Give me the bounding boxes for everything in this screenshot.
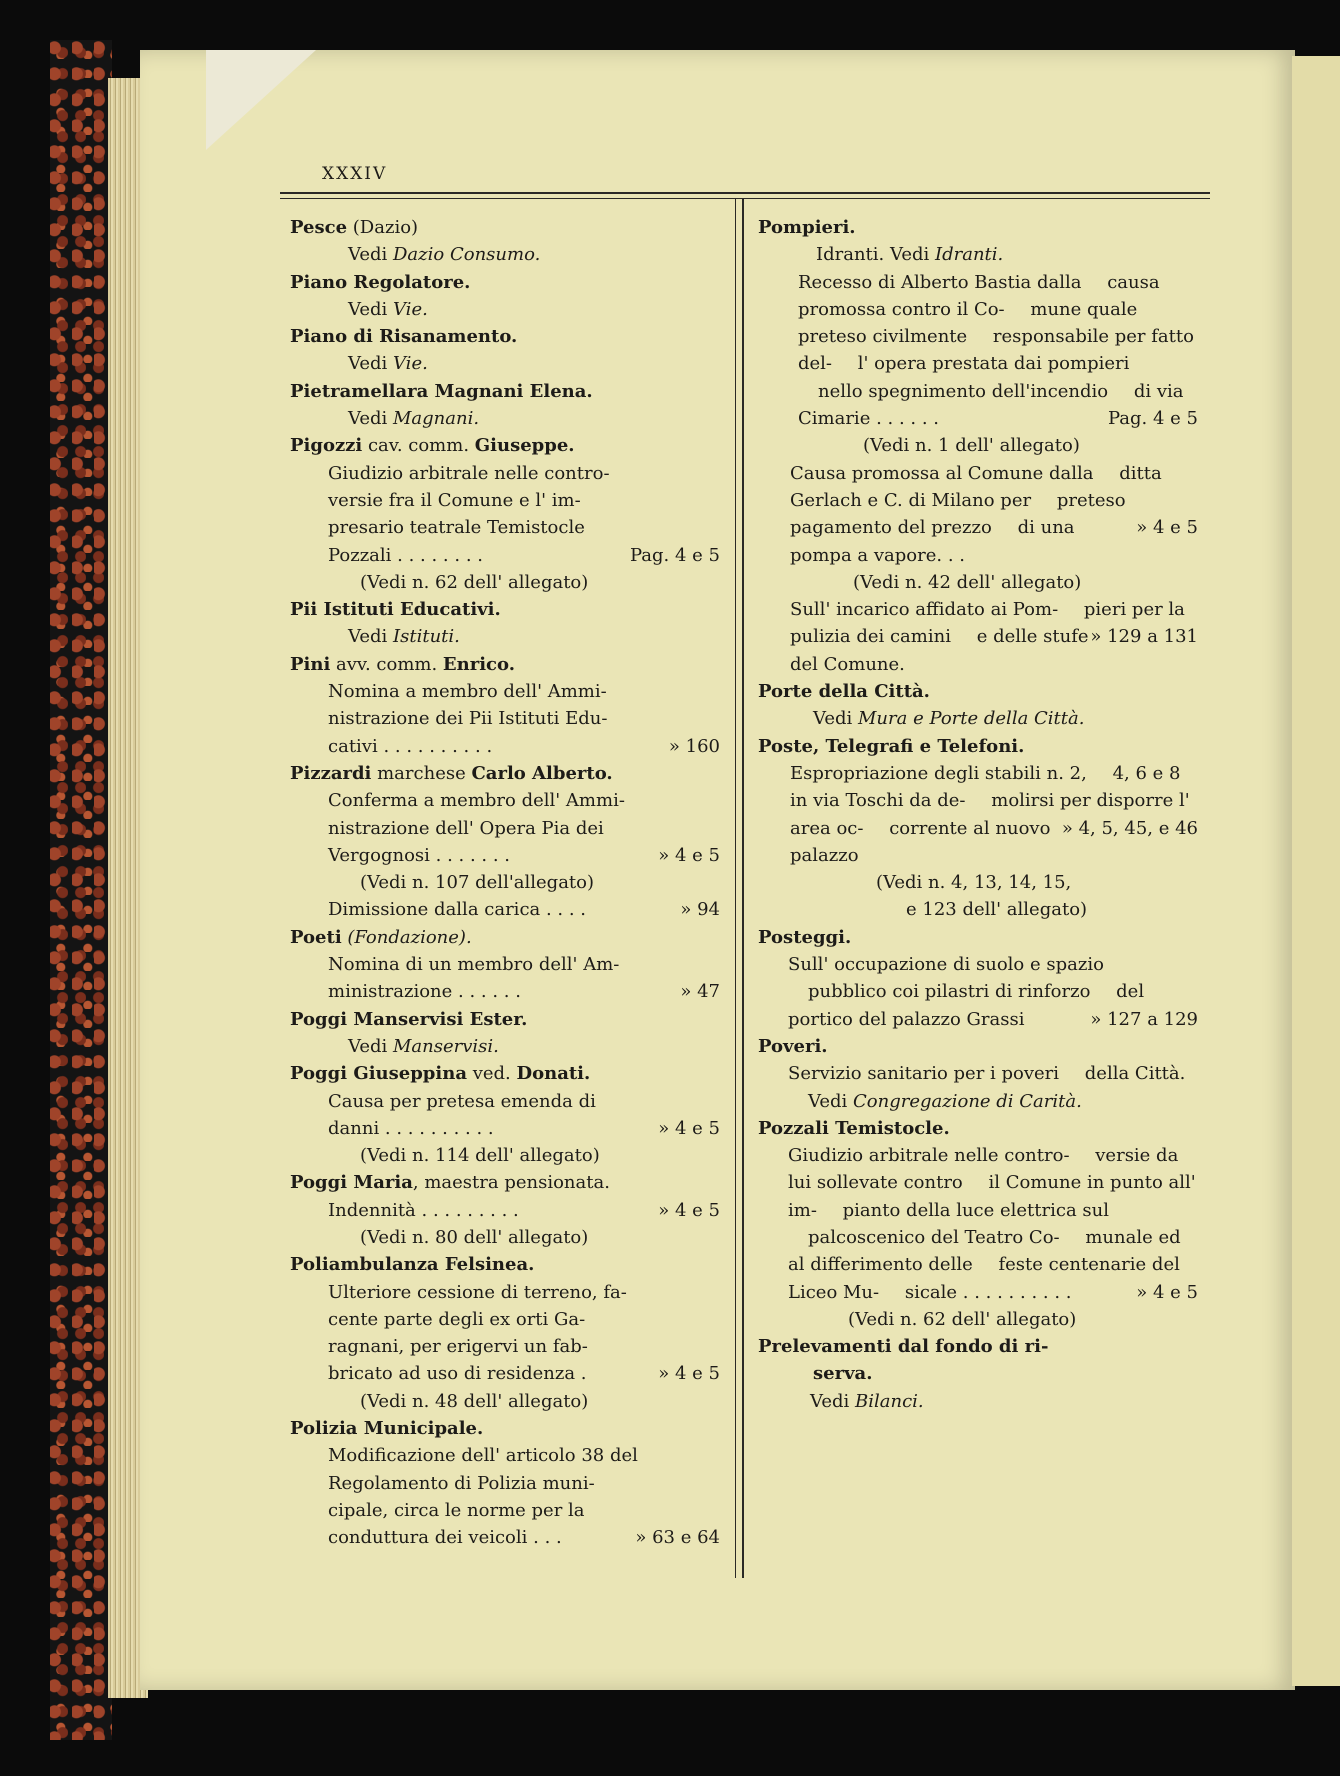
entry-heading: Poggi Manservisi Ester. [290,1008,528,1030]
header-rule [280,192,1210,199]
index-entry: Poggi Maria, maestra pensionata. » 4 e 5 Indennità . . . . . . . . . (Vedi n. 80 dell' allegato) [290,1172,720,1248]
corner-protector [206,50,316,150]
page-reference: » 4 e 5 [658,844,720,866]
index-entry: Pietramellara Magnani Elena. Vedi Magnani. [290,380,593,430]
index-entry: Pompieri. Idranti. Vedi Idranti. Recesso di Alberto Bastia dalla causa promossa contro il Co- mune quale preteso civilmente responsabile per fatto del- l' opera prestata dai pompieri nello spegnimento dell'incendio Pag. 4 e 5 di via Cimarie . . . . . . (Vedi n. 1 dell' allegato) Causa promossa al Comune dalla ditta Gerlach e C. di Milano per preteso pagamento del prezzo » 4 e 5 di una pompa a vapore. . . (Vedi n. 42 dell' allegato) Sull' incarico affidato ai Pom- pieri per la pulizia dei camini » 129 a 131 e delle stufe del Comune. [758,217,1198,675]
entry-heading: Porte della Città. [758,681,930,703]
entry-heading: Pompieri. [758,217,856,238]
index-entry: Poveri. Servizio sanitario per i poveri della Città. Vedi Congregazione di Carità. [758,1035,1186,1112]
entry-heading: Poveri. [758,1035,828,1057]
index-entry: Pesce (Dazio) Vedi Dazio Consumo. [290,217,541,266]
entry-heading: Pietramellara Magnani Elena. [290,380,593,402]
page-reference: » 4 e 5 [1136,517,1198,539]
index-entry: Porte della Città. Vedi Mura e Porte della Città. [758,681,1085,730]
entry-heading: Piano di Risanamento. [290,326,518,348]
right-column [758,214,1198,1415]
page-reference: » 127 a 129 [1090,1008,1198,1030]
page-reference: Pag. 4 e 5 [1108,408,1198,430]
index-entry: Polizia Municipale. Modificazione dell' articolo 38 del Regolamento di Polizia muni- cipale, circa le norme per la » 63 e 64 conduttura dei veicoli . . . [290,1415,720,1551]
page-reference: » 4, 5, 45, e 46 [1061,817,1198,839]
index-entry: Piano Regolatore. Vedi Vie. [290,271,471,320]
index-entry: Prelevamenti dal fondo di ri- serva. Vedi Bilanci. [758,1336,1049,1412]
entry-heading: Poste, Telegrafi e Telefoni. [758,735,1025,757]
entry-heading: Pesce [290,217,348,238]
page-reference: » 160 [668,735,720,757]
page-reference: » 4 e 5 [658,1363,720,1385]
column-divider [735,198,744,1578]
page-reference: Pag. 4 e 5 [630,544,720,566]
entry-heading: Poggi Giuseppina [290,1063,467,1085]
index-entry: Poggi Giuseppina ved. Donati. Causa per pretesa emenda di » 4 e 5 danni . . . . . . . . . . (Vedi n. 114 dell' allegato) [290,1063,720,1167]
page-reference: » 4 e 5 [658,1199,720,1221]
index-entry: Pii Istituti Educativi. Vedi Istituti. [290,599,501,648]
index-entry: Pozzali Temistocle. Giudizio arbitrale nelle contro- versie da lui sollevate contro il Comune in punto all' im- pianto della luce elettrica sul palcoscenico del Teatro Co- munale ed al differimento delle feste centenarie del Liceo Mu- » 4 e 5 sicale . . . . . . . . . . (Vedi n. 62 dell' allegato) [758,1117,1198,1330]
page-number-header: XXXIV [322,164,388,184]
book-cover-edge [50,40,112,1740]
index-entry: Pini avv. comm. Enrico. Nomina a membro dell' Ammi- nistrazione dei Pii Istituti Edu- » 160 cativi . . . . . . . . . . [290,651,720,760]
page-reference: » 4 e 5 [1136,1281,1198,1303]
entry-heading: Pozzali Temistocle. [758,1117,950,1139]
entry-heading: Pini [290,653,331,675]
entry-heading: Posteggi. [758,926,852,948]
entry-heading: Prelevamenti dal fondo di ri- [758,1336,1049,1358]
entry-heading: Pii Istituti Educativi. [290,599,501,621]
index-entry: Poggi Manservisi Ester. Vedi Manservisi. [290,1008,528,1057]
index-entry: Posteggi. Sull' occupazione di suolo e spazio pubblico coi pilastri di rinforzo » 127 a 129 del portico del palazzo Grassi [758,924,1198,1033]
entry-heading: Piano Regolatore. [290,271,471,293]
page-reference: » 129 a 131 [1090,626,1198,648]
entry-heading: Pizzardi [290,762,372,784]
entry-heading: Poggi Maria [290,1172,413,1194]
entry-heading: Polizia Municipale. [290,1418,484,1440]
entry-heading: Poliambulanza Felsinea. [290,1254,535,1276]
entry-heading: Poeti [290,926,342,948]
index-entry: Pizzardi marchese Carlo Alberto. Conferma a membro dell' Ammi- nistrazione dell' Opera Pia dei » 4 e 5 Vergognosi . . . . . . . (Vedi n. 107 dell'allegato) » 94 Dimissione dalla carica . . . . [290,760,720,924]
entry-heading: Pigozzi [290,435,363,457]
index-entry: Poeti (Fondazione). Nomina di un membro dell' Am- » 47 ministrazione . . . . . . [290,924,720,1006]
facing-page-edge [1292,56,1340,1686]
left-column [290,214,720,1552]
page-reference: » 94 [680,899,720,921]
index-entry: Pigozzi cav. comm. Giuseppe. Giudizio arbitrale nelle contro- versie fra il Comune e l' im- presario teatrale Temistocle Pag. 4 e 5 Pozzali . . . . . . . . (Vedi n. 62 dell' allegato) [290,435,720,593]
index-entry: Poliambulanza Felsinea. Ulteriore cessione di terreno, fa- cente parte degli ex orti Ga- ragnani, per erigervi un fab- » 4 e 5 bricato ad uso di residenza . (Vedi n. 48 dell' allegato) [290,1254,720,1412]
index-entry: Piano di Risanamento. Vedi Vie. [290,326,518,375]
page-reference: » 63 e 64 [635,1527,720,1549]
index-entry: Poste, Telegrafi e Telefoni. Espropriazione degli stabili n. 2, 4, 6 e 8 in via Toschi da de- molirsi per disporre l' area oc- » 4, 5, 45, e 46 corrente al nuovo palazzo (Vedi n. 4, 13, 14, 15, e 123 dell' allegato) [758,735,1198,921]
page-reference: » 4 e 5 [658,1117,720,1139]
page-reference: » 47 [680,981,720,1003]
